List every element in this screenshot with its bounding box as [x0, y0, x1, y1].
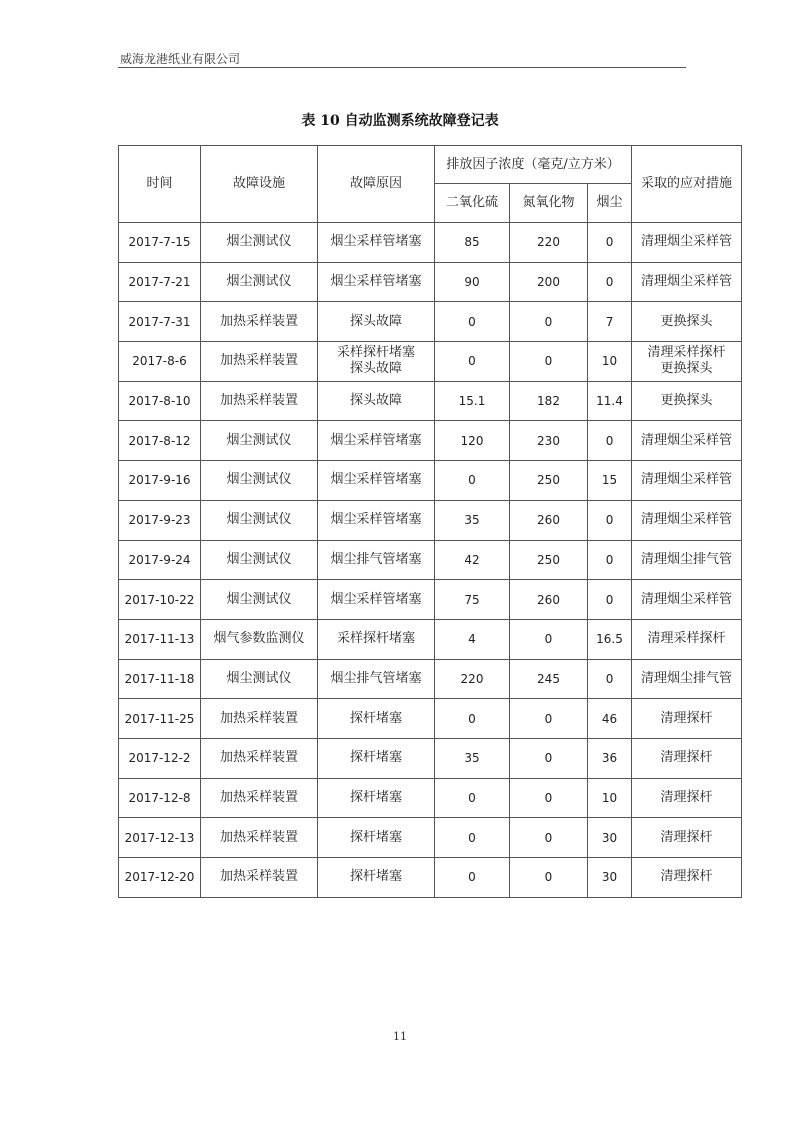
cell-measure: 清理探杆	[632, 738, 742, 778]
table-row	[119, 778, 742, 818]
cell-facility: 烟尘测试仪	[201, 540, 318, 580]
cell-so2: 0	[435, 342, 510, 382]
cell-measure: 清理烟尘采样管	[632, 421, 742, 461]
cell-measure: 清理烟尘采样管	[632, 262, 742, 302]
cell-so2: 0	[435, 461, 510, 501]
cell-facility: 烟尘测试仪	[201, 262, 318, 302]
cell-nox: 0	[510, 778, 588, 818]
cell-dust: 10	[588, 342, 632, 382]
header-nox: 氮氧化物	[510, 184, 588, 223]
cell-reason: 探头故障	[318, 381, 435, 421]
cell-reason: 采样探杆堵塞	[318, 619, 435, 659]
cell-dust: 0	[588, 659, 632, 699]
cell-nox: 182	[510, 381, 588, 421]
cell-so2: 35	[435, 738, 510, 778]
cell-reason: 探杆堵塞	[318, 778, 435, 818]
cell-dust: 7	[588, 302, 632, 342]
cell-time: 2017-7-21	[119, 262, 201, 302]
cell-facility: 加热采样装置	[201, 699, 318, 739]
cell-nox: 0	[510, 818, 588, 858]
cell-so2: 0	[435, 778, 510, 818]
cell-facility: 加热采样装置	[201, 738, 318, 778]
cell-reason: 烟尘采样管堵塞	[318, 580, 435, 620]
header-facility: 故障设施	[201, 146, 318, 223]
cell-facility: 烟尘测试仪	[201, 461, 318, 501]
cell-facility: 烟尘测试仪	[201, 223, 318, 263]
cell-dust: 30	[588, 858, 632, 898]
cell-facility: 烟尘测试仪	[201, 580, 318, 620]
cell-facility: 加热采样装置	[201, 342, 318, 382]
cell-reason: 探杆堵塞	[318, 858, 435, 898]
cell-reason: 烟尘采样管堵塞	[318, 461, 435, 501]
cell-time: 2017-7-31	[119, 302, 201, 342]
cell-dust: 16.5	[588, 619, 632, 659]
cell-reason: 探杆堵塞	[318, 699, 435, 739]
cell-dust: 46	[588, 699, 632, 739]
cell-measure: 清理烟尘采样管	[632, 461, 742, 501]
table-row	[119, 858, 742, 898]
table-row	[119, 738, 742, 778]
cell-time: 2017-10-22	[119, 580, 201, 620]
header-concentration: 排放因子浓度（毫克/立方米）	[435, 146, 632, 184]
cell-measure: 清理采样探杆 更换探头	[632, 342, 742, 382]
cell-measure: 清理探杆	[632, 699, 742, 739]
cell-time: 2017-11-13	[119, 619, 201, 659]
table-row	[119, 461, 742, 501]
cell-facility: 烟尘测试仪	[201, 659, 318, 699]
cell-dust: 0	[588, 223, 632, 263]
cell-dust: 11.4	[588, 381, 632, 421]
cell-nox: 230	[510, 421, 588, 461]
cell-nox: 245	[510, 659, 588, 699]
cell-dust: 0	[588, 262, 632, 302]
cell-time: 2017-8-12	[119, 421, 201, 461]
cell-so2: 0	[435, 818, 510, 858]
cell-so2: 35	[435, 500, 510, 540]
cell-nox: 0	[510, 619, 588, 659]
cell-facility: 烟气参数监测仪	[201, 619, 318, 659]
cell-nox: 260	[510, 580, 588, 620]
cell-dust: 0	[588, 540, 632, 580]
cell-measure: 清理烟尘排气管	[632, 659, 742, 699]
header-dust: 烟尘	[588, 184, 632, 223]
cell-nox: 0	[510, 858, 588, 898]
cell-dust: 15	[588, 461, 632, 501]
table-body	[119, 223, 742, 898]
cell-measure: 清理烟尘采样管	[632, 500, 742, 540]
cell-measure: 清理探杆	[632, 778, 742, 818]
cell-reason: 探杆堵塞	[318, 818, 435, 858]
table-row	[119, 659, 742, 699]
header-divider	[118, 67, 686, 68]
cell-reason: 烟尘排气管堵塞	[318, 659, 435, 699]
table-row	[119, 580, 742, 620]
cell-reason: 烟尘采样管堵塞	[318, 262, 435, 302]
cell-dust: 30	[588, 818, 632, 858]
cell-nox: 0	[510, 699, 588, 739]
cell-nox: 260	[510, 500, 588, 540]
cell-so2: 15.1	[435, 381, 510, 421]
cell-facility: 烟尘测试仪	[201, 421, 318, 461]
cell-time: 2017-12-2	[119, 738, 201, 778]
cell-reason: 采样探杆堵塞 探头故障	[318, 342, 435, 382]
cell-facility: 加热采样装置	[201, 778, 318, 818]
table-row	[119, 223, 742, 263]
page-number: 11	[393, 1030, 407, 1043]
table-row	[119, 421, 742, 461]
cell-so2: 75	[435, 580, 510, 620]
cell-so2: 0	[435, 302, 510, 342]
cell-time: 2017-12-13	[119, 818, 201, 858]
table-row	[119, 262, 742, 302]
cell-time: 2017-11-18	[119, 659, 201, 699]
cell-nox: 250	[510, 540, 588, 580]
cell-measure: 清理探杆	[632, 858, 742, 898]
cell-facility: 加热采样装置	[201, 302, 318, 342]
table-row	[119, 302, 742, 342]
cell-reason: 探头故障	[318, 302, 435, 342]
table-row	[119, 540, 742, 580]
cell-facility: 加热采样装置	[201, 818, 318, 858]
cell-so2: 42	[435, 540, 510, 580]
table-row	[119, 381, 742, 421]
cell-nox: 200	[510, 262, 588, 302]
cell-so2: 90	[435, 262, 510, 302]
cell-dust: 0	[588, 500, 632, 540]
cell-time: 2017-12-20	[119, 858, 201, 898]
table-row	[119, 699, 742, 739]
cell-time: 2017-12-8	[119, 778, 201, 818]
cell-measure: 更换探头	[632, 381, 742, 421]
company-header: 威海龙港纸业有限公司	[120, 52, 241, 66]
table-row	[119, 342, 742, 382]
cell-reason: 探杆堵塞	[318, 738, 435, 778]
cell-dust: 10	[588, 778, 632, 818]
cell-nox: 0	[510, 738, 588, 778]
cell-reason: 烟尘排气管堵塞	[318, 540, 435, 580]
cell-nox: 0	[510, 342, 588, 382]
cell-time: 2017-9-16	[119, 461, 201, 501]
cell-measure: 更换探头	[632, 302, 742, 342]
cell-measure: 清理烟尘采样管	[632, 580, 742, 620]
cell-reason: 烟尘采样管堵塞	[318, 421, 435, 461]
cell-facility: 加热采样装置	[201, 381, 318, 421]
cell-nox: 250	[510, 461, 588, 501]
cell-so2: 120	[435, 421, 510, 461]
cell-measure: 清理烟尘采样管	[632, 223, 742, 263]
cell-so2: 85	[435, 223, 510, 263]
table-row	[119, 500, 742, 540]
table-row	[119, 619, 742, 659]
cell-time: 2017-11-25	[119, 699, 201, 739]
cell-reason: 烟尘采样管堵塞	[318, 500, 435, 540]
table-header-row	[119, 146, 742, 184]
fault-register-table	[118, 145, 742, 898]
cell-so2: 0	[435, 699, 510, 739]
cell-reason: 烟尘采样管堵塞	[318, 223, 435, 263]
table-row	[119, 818, 742, 858]
cell-so2: 4	[435, 619, 510, 659]
cell-dust: 36	[588, 738, 632, 778]
cell-time: 2017-9-23	[119, 500, 201, 540]
cell-dust: 0	[588, 421, 632, 461]
table-title: 表 10 自动监测系统故障登记表	[301, 113, 499, 129]
header-so2: 二氧化硫	[435, 184, 510, 223]
cell-time: 2017-8-6	[119, 342, 201, 382]
header-reason: 故障原因	[318, 146, 435, 223]
header-time: 时间	[119, 146, 201, 223]
cell-time: 2017-8-10	[119, 381, 201, 421]
cell-time: 2017-7-15	[119, 223, 201, 263]
cell-so2: 220	[435, 659, 510, 699]
cell-time: 2017-9-24	[119, 540, 201, 580]
cell-facility: 烟尘测试仪	[201, 500, 318, 540]
cell-measure: 清理探杆	[632, 818, 742, 858]
cell-nox: 0	[510, 302, 588, 342]
cell-so2: 0	[435, 858, 510, 898]
cell-dust: 0	[588, 580, 632, 620]
header-measure: 采取的应对措施	[632, 146, 742, 223]
cell-measure: 清理采样探杆	[632, 619, 742, 659]
cell-nox: 220	[510, 223, 588, 263]
cell-measure: 清理烟尘排气管	[632, 540, 742, 580]
cell-facility: 加热采样装置	[201, 858, 318, 898]
